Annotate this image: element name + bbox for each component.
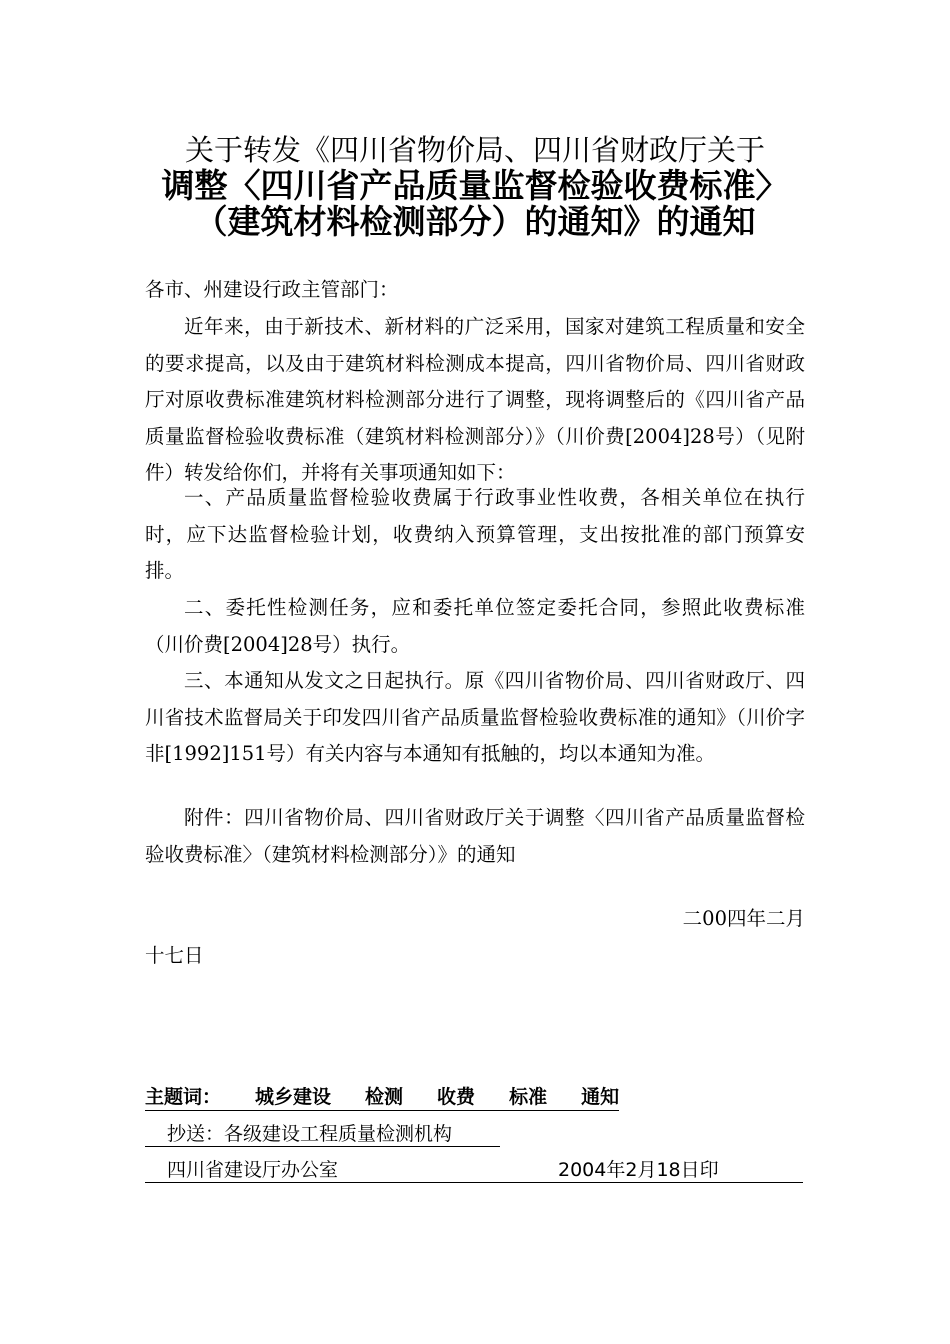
paragraph-intro: 近年来，由于新技术、新材料的广泛采用，国家对建筑工程质量和安全的要求提高，以及由于建筑材料检测成本提高，四川省物价局、四川省财政厅对原收费标准建筑材料检测部分进行了调整，现将调整后的《四川省产品质量监督检验收费标准（建筑材料检测部分）》（川价费[2004]28号）（见附件）转发给你们，并将有关事项通知如下：: [145, 315, 805, 484]
subject-label: 主题词：: [145, 1086, 222, 1108]
keyword: 检测: [365, 1086, 404, 1108]
paragraph-attachment: 附件：四川省物价局、四川省财政厅关于调整〈四川省产品质量监督检验收费标准〉（建筑材料检测部分）》的通知: [145, 806, 805, 866]
paragraph-item-1: 一、产品质量监督检验收费属于行政事业性收费，各相关单位在执行时，应下达监督检验计划，收费纳入预算管理，支出按批准的部门预算安排。: [145, 486, 805, 582]
title-line-2: 调整〈四川省产品质量监督检验收费标准〉: [161, 166, 789, 205]
keyword: 通知: [581, 1086, 620, 1108]
issuer-office: 四川省建设厅办公室: [167, 1159, 339, 1181]
title-line-3: （建筑材料检测部分）的通知》的通知: [194, 202, 756, 241]
title-line-1: 关于转发《四川省物价局、四川省财政厅关于: [184, 133, 765, 167]
salutation: 各市、州建设行政主管部门：: [145, 278, 399, 301]
subject-keywords: [145, 1082, 619, 1111]
cc-line: 抄送：各级建设工程质量检测机构: [145, 1119, 500, 1147]
paragraph-item-2: 二、委托性检测任务，应和委托单位签定委托合同，参照此收费标准（川价费[2004]28号）执行。: [145, 596, 805, 656]
issue-date-line-1: 二00四年二月: [682, 907, 805, 930]
keyword: 标准: [509, 1086, 548, 1108]
keyword: 城乡建设: [255, 1086, 332, 1108]
print-date: 2004年2月18日印: [558, 1159, 719, 1181]
issuer-line: [145, 1155, 803, 1183]
paragraph-item-3: 三、本通知从发文之日起执行。原《四川省物价局、四川省财政厅、四川省技术监督局关于印发四川省产品质量监督检验收费标准的通知》（川价字非[1992]151号）有关内容与本通知有抵触的，均以本通知为准。: [145, 669, 805, 765]
issue-date-line-2: 十七日: [145, 944, 204, 967]
keyword: 收费: [437, 1086, 476, 1108]
